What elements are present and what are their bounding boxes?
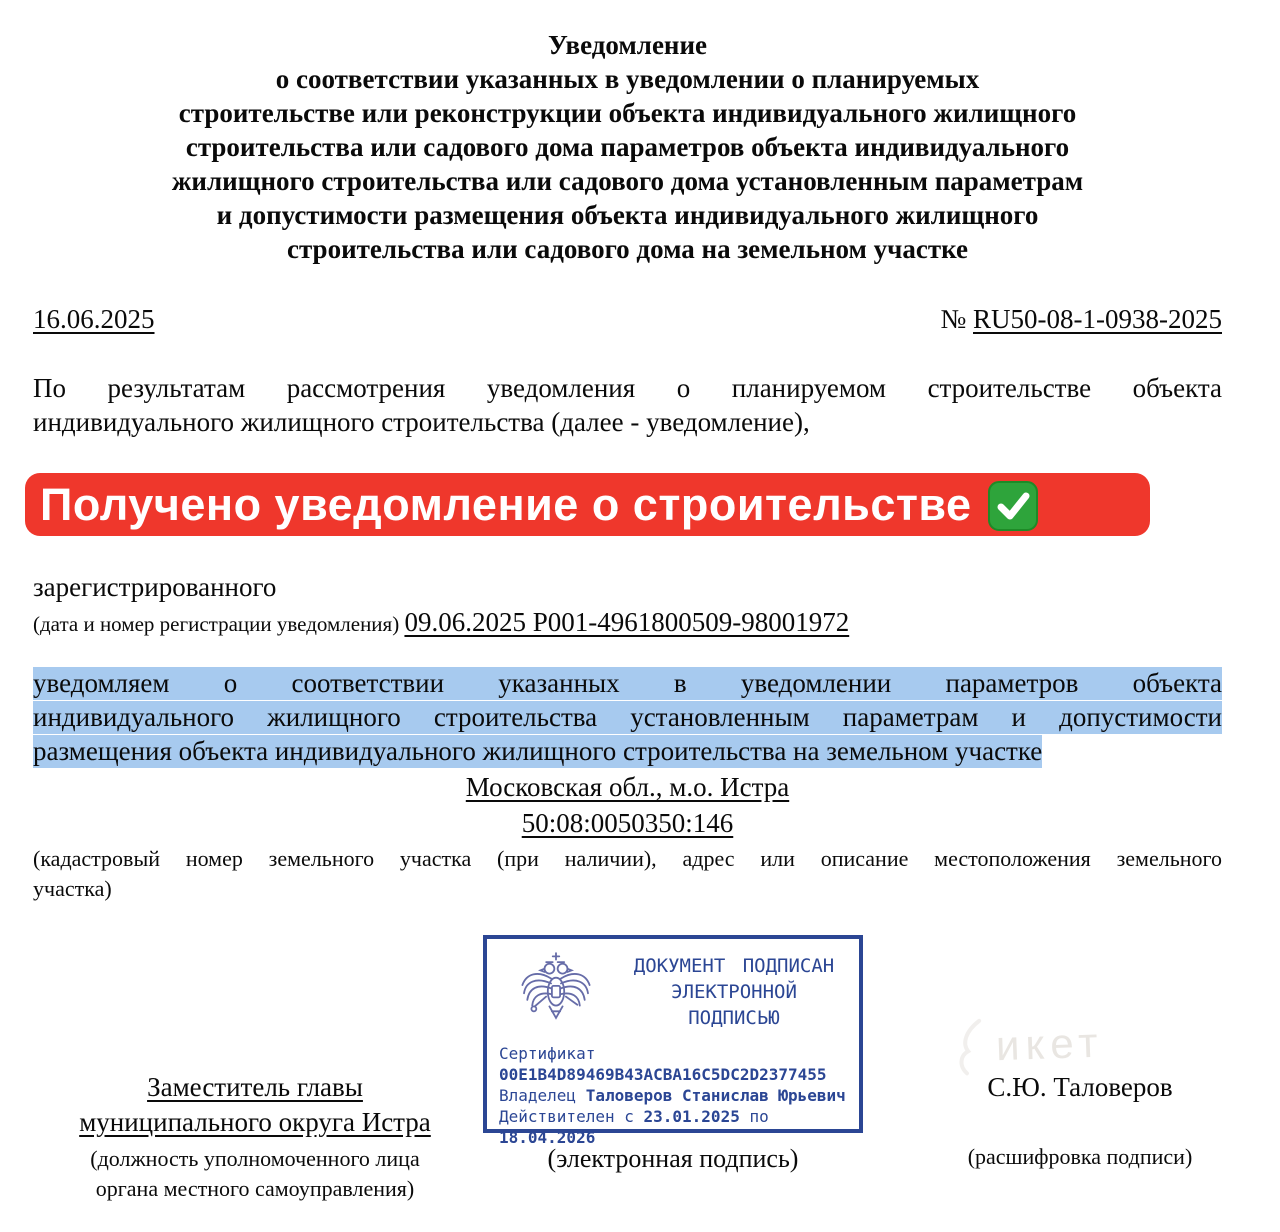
- valid-conjunction: по: [749, 1107, 769, 1126]
- certificate-label: Сертификат: [499, 1044, 596, 1063]
- land-address: Московская обл., м.о. Истра: [465, 772, 790, 802]
- stamp-title-line: ДОКУМЕНТ ПОДПИСАН: [633, 955, 835, 977]
- title-line: и допустимости размещения объекта индивидуального жилищного: [216, 200, 1039, 230]
- position-caption-line: органа местного самоуправления): [95, 1176, 415, 1201]
- valid-to-date: 18.04.2026: [499, 1128, 596, 1147]
- statement-line: уведомляем о соответствии указанных в уведомлении параметров объекта: [33, 668, 1222, 698]
- registration-caption: (дата и номер регистрации уведомления): [33, 612, 400, 636]
- stamp-title-line: ЭЛЕКТРОННОЙ: [671, 981, 797, 1003]
- cadastral-caption-line: участка): [33, 876, 112, 901]
- intro-paragraph: [33, 371, 1222, 439]
- registration-value: 09.06.2025 Р001-4961800509-98001972: [404, 607, 850, 637]
- number-value: RU50-08-1-0938-2025: [973, 304, 1222, 334]
- certificate-validity: [499, 1106, 855, 1127]
- intro-line: По результатам рассмотрения уведомления о планируемом строительстве объекта: [33, 373, 1222, 403]
- signer-position-caption: [30, 1144, 480, 1204]
- stamp-title: [615, 947, 853, 1031]
- cadastral-caption: [33, 844, 1222, 904]
- title-line: строительства или садового дома параметров объекта индивидуального: [185, 132, 1070, 162]
- title-line: строительства или садового дома на земельном участке: [286, 234, 968, 264]
- title-line: о соответствии указанных в уведомлении о планируемых: [275, 64, 980, 94]
- statement-line: индивидуального жилищного строительства установленным параметрам и допустимости: [33, 702, 1222, 732]
- esignature-caption: (электронная подпись): [547, 1144, 799, 1173]
- signer-position-line: муниципального округа Истра: [79, 1107, 431, 1137]
- title-line: строительстве или реконструкции объекта индивидуального жилищного: [178, 98, 1077, 128]
- document-date: 16.06.2025: [33, 304, 155, 334]
- signer-name-caption: (расшифровка подписи): [967, 1144, 1193, 1169]
- status-banner-label: Получено уведомление о строительстве: [40, 478, 972, 530]
- owner-name: Таловеров Станислав Юрьевич: [585, 1086, 846, 1105]
- title-line: жилищного строительства или садового дома установленным параметрам: [171, 166, 1084, 196]
- document-title: [33, 28, 1222, 266]
- valid-from-date: 23.01.2025: [643, 1107, 740, 1126]
- certificate-owner: [499, 1085, 855, 1106]
- stamp-title-line: ПОДПИСЬЮ: [688, 1007, 780, 1029]
- document-number: [941, 304, 1223, 335]
- position-caption-line: (должность уполномоченного лица: [90, 1146, 420, 1171]
- esignature-stamp: [483, 935, 863, 1147]
- status-banner: [25, 473, 1150, 536]
- registration-row: [33, 607, 1222, 638]
- watermark-text: икет: [995, 1018, 1105, 1070]
- intro-line: индивидуального жилищного строительства (далее - уведомление),: [33, 407, 810, 437]
- cadastral-caption-line: (кадастровый номер земельного участка (при наличии), адрес или описание местоположения земельного: [33, 846, 1222, 871]
- signer-position: [30, 1070, 480, 1140]
- statement-paragraph: [33, 666, 1222, 768]
- signer-position-line: Заместитель главы: [147, 1072, 363, 1102]
- meta-row: [33, 304, 1222, 335]
- cadastral-number: 50:08:0050350:146: [521, 808, 734, 838]
- title-line: Уведомление: [547, 30, 708, 60]
- number-sign: №: [940, 304, 967, 334]
- statement-line: размещения объекта индивидуального жилищного строительства на земельном участке: [33, 736, 1043, 766]
- stamp-details: [487, 1033, 859, 1148]
- site-watermark: [951, 1010, 1173, 1078]
- owner-label: Владелец: [499, 1086, 577, 1105]
- signer-name: С.Ю. Таловеров: [987, 1072, 1173, 1102]
- coat-of-arms-icon: [497, 947, 615, 1033]
- valid-label: Действителен с: [499, 1107, 634, 1126]
- registered-word: зарегистрированного: [33, 572, 277, 602]
- watermark-squiggle-icon: [951, 1016, 993, 1077]
- certificate-number: 00E1B4D89469B43ACBA16C5DC2D2377455: [499, 1065, 827, 1084]
- check-mark-icon: [988, 481, 1038, 531]
- stamp-header: [487, 939, 859, 1033]
